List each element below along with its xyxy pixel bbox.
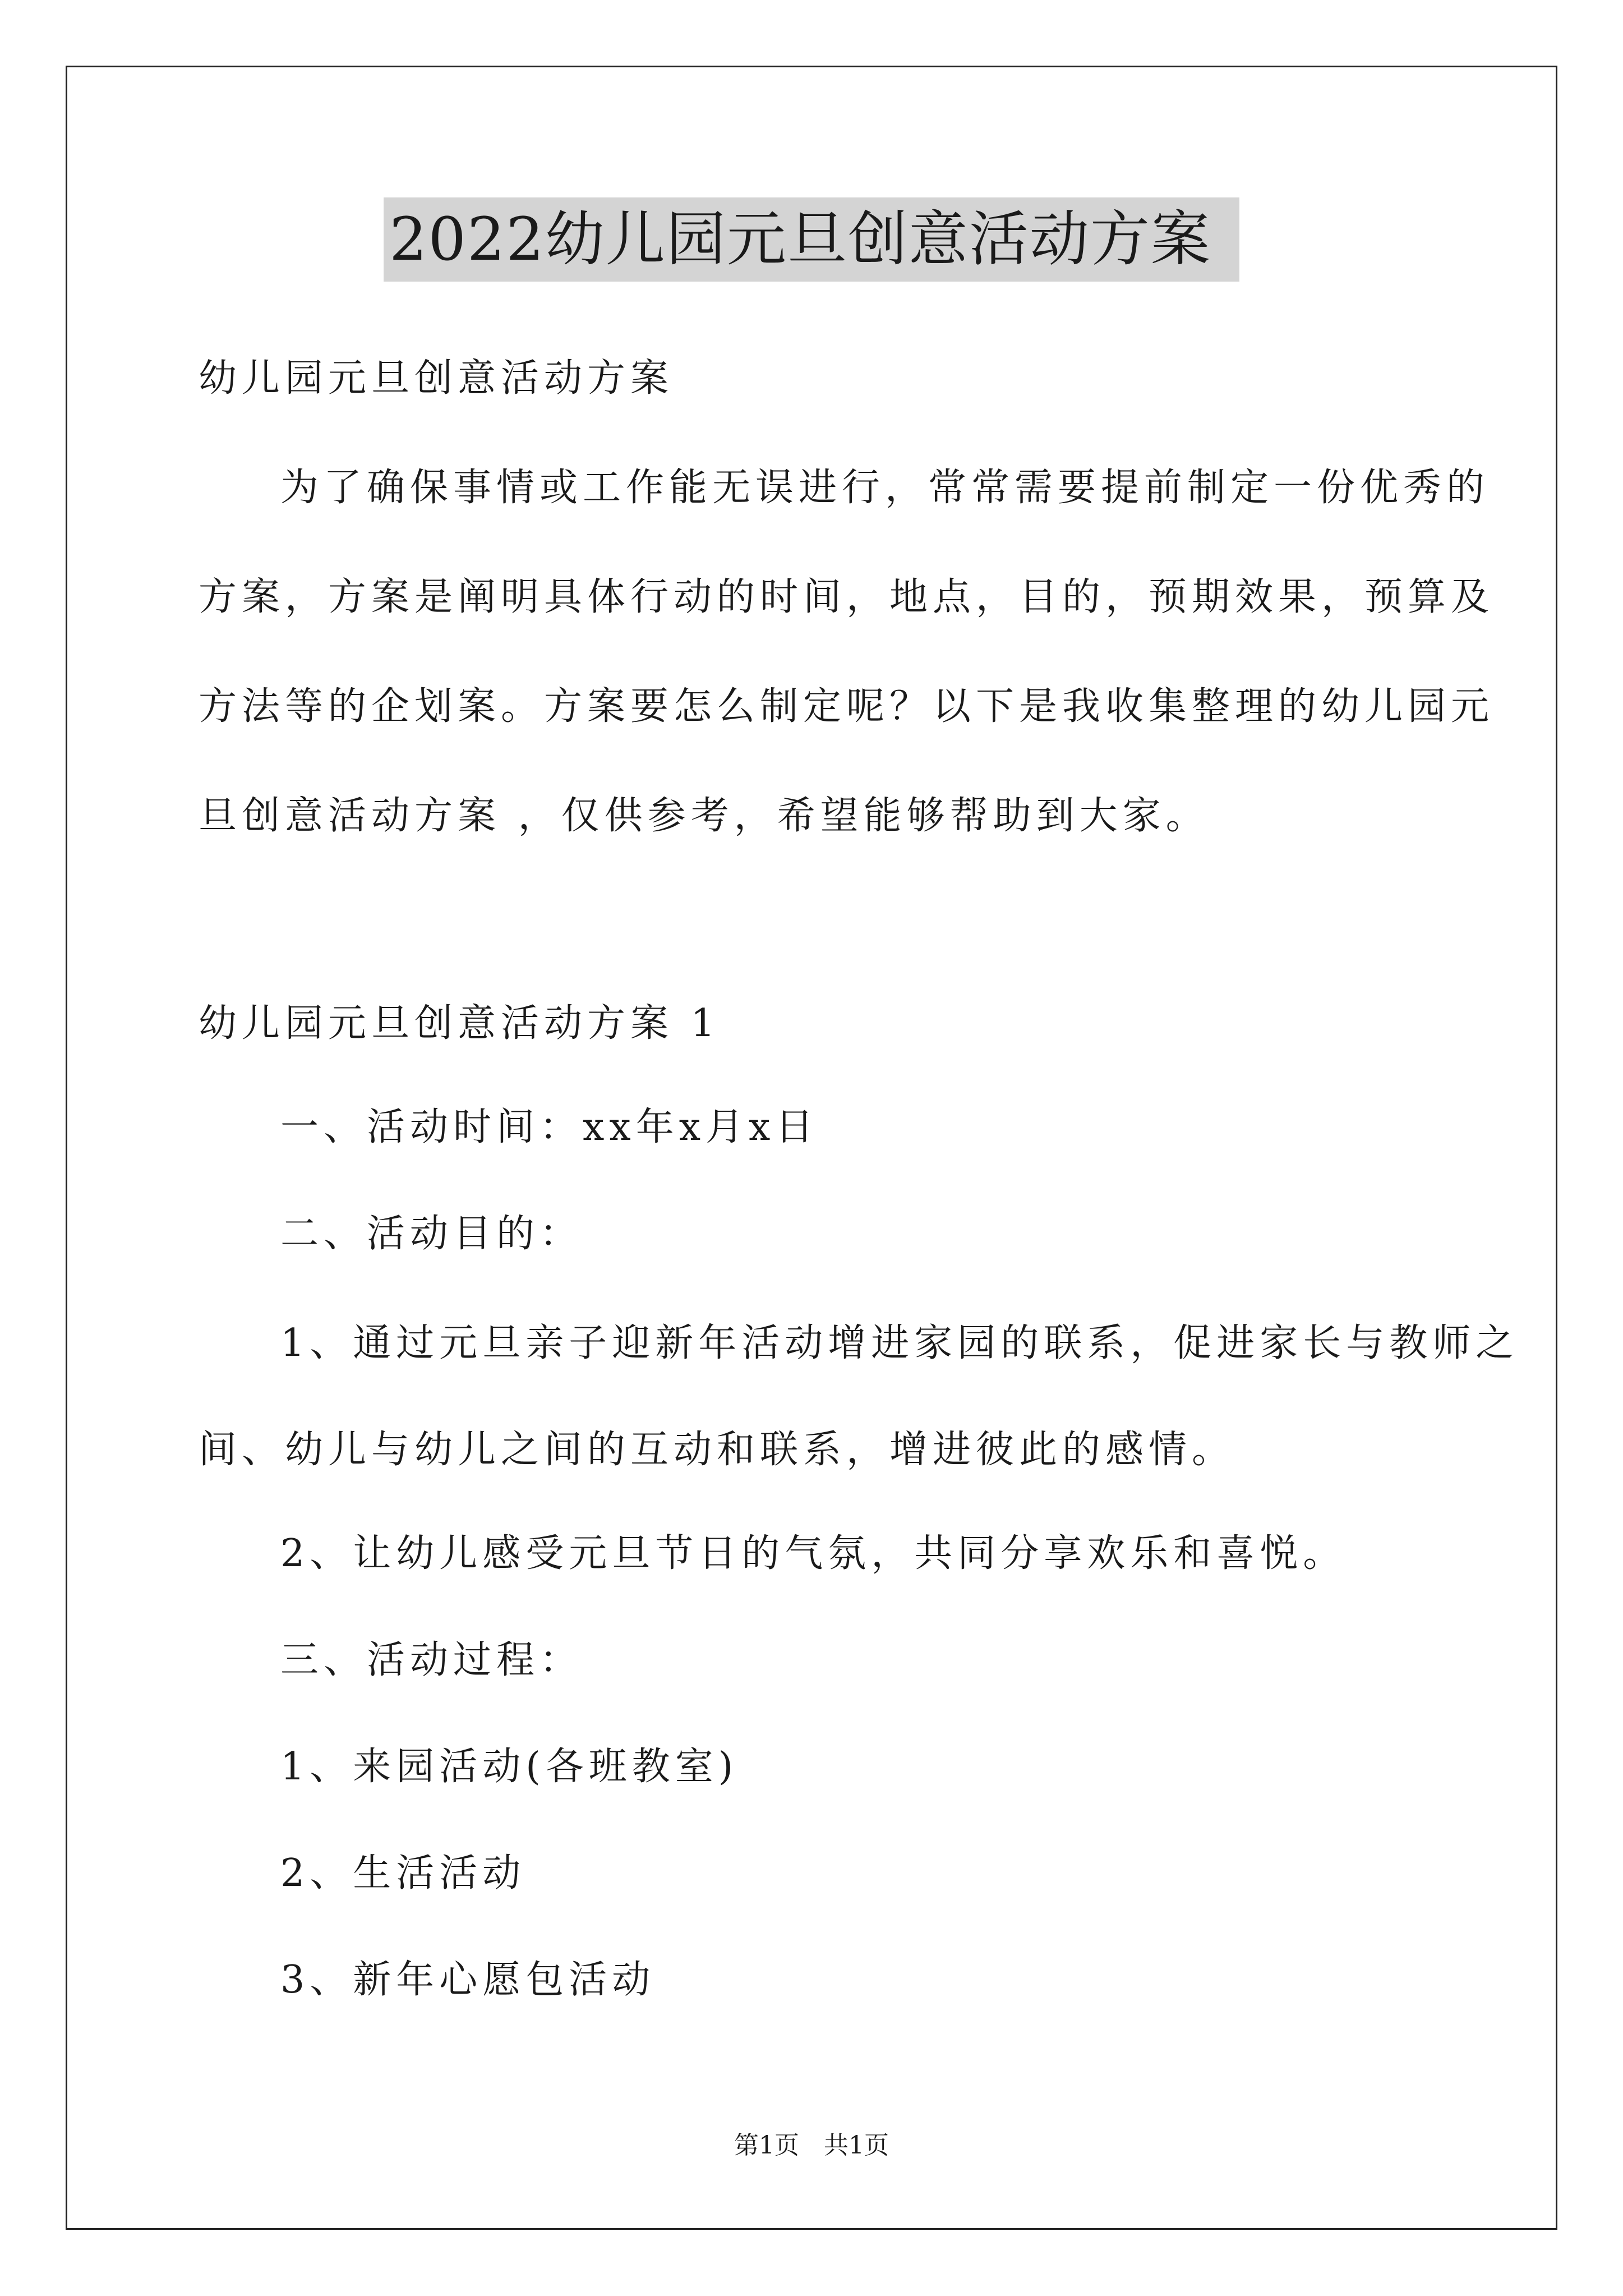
process-item-1: 1、来园活动(各班教室) [280,1745,739,1789]
process-item-3: 3、新年心愿包活动 [280,1958,656,2002]
page-total: 共1页 [824,2131,889,2160]
document-title: 2022幼儿园元旦创意活动方案 [384,197,1239,282]
purpose-2: 2、让幼儿感受元旦节日的气氛，共同分享欢乐和喜悦。 [280,1531,1347,1576]
page-footer [0,2129,1623,2162]
intro-line-4: 旦创意活动方案 ，仅供参考，希望能够帮助到大家。 [199,794,1209,838]
purpose-1-line-2: 间、幼儿与幼儿之间的互动和联系，增进彼此的感情。 [199,1428,1235,1472]
activity-time: 一、活动时间：xx年x月x日 [280,1105,819,1149]
section-heading: 幼儿园元旦创意活动方案 1 [199,1001,720,1046]
intro-line-3: 方法等的企划案。方案要怎么制定呢？以下是我收集整理的幼儿园元 [199,684,1495,729]
purpose-1-line-1: 1、通过元旦亲子迎新年活动增进家园的联系，促进家长与教师之 [280,1321,1519,1365]
page-current: 第1页 [734,2131,799,2160]
purpose-heading: 二、活动目的： [280,1212,583,1256]
intro-line-1: 为了确保事情或工作能无误进行，常常需要提前制定一份优秀的 [280,466,1490,510]
process-item-2: 2、生活活动 [280,1851,526,1895]
process-heading: 三、活动过程： [280,1638,583,1682]
document-subtitle: 幼儿园元旦创意活动方案 [199,356,674,401]
title-container [0,197,1623,282]
intro-line-2: 方案，方案是阐明具体行动的时间，地点，目的，预期效果，预算及 [199,575,1495,619]
